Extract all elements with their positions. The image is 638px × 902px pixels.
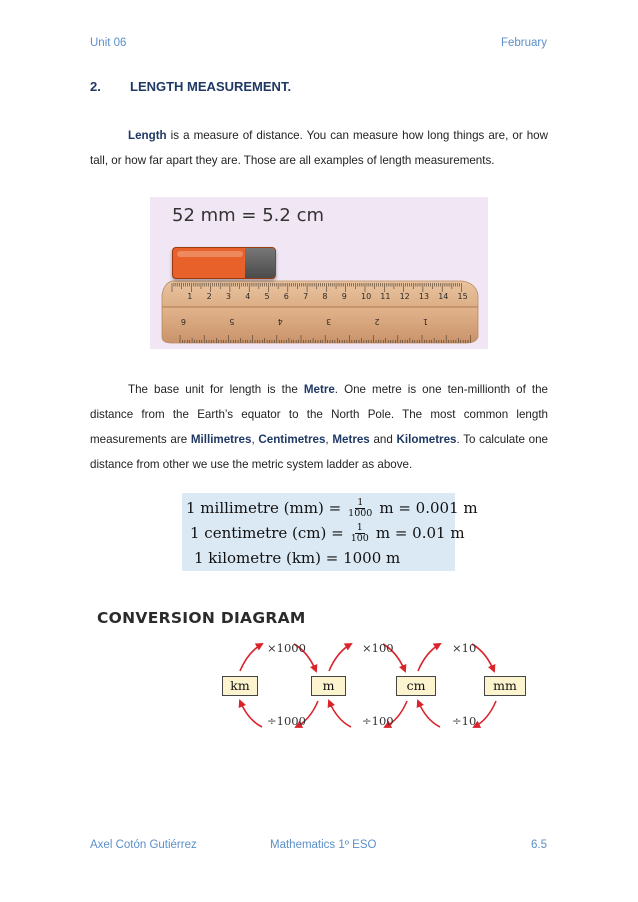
ruler-number-top: 12: [399, 292, 410, 301]
ruler-number-top: 5: [264, 292, 270, 301]
op-divide-10: ÷10: [452, 714, 477, 728]
ruler-number-top: 14: [438, 292, 449, 301]
unit-box-mm: mm: [484, 676, 526, 696]
op-multiply-1000: ×1000: [267, 641, 306, 655]
ruler-number-bottom: 4: [277, 317, 283, 326]
eraser-sleeve: [245, 248, 275, 278]
ruler-number-top: 6: [283, 292, 289, 301]
ruler-number-top: 9: [341, 292, 347, 301]
ruler-caption: 52 mm = 5.2 cm: [172, 205, 324, 226]
ruler-number-top: 2: [206, 292, 212, 301]
keyword-kilometres: Kilometres: [396, 433, 457, 446]
ruler-number-top: 15: [457, 292, 468, 301]
keyword-metres: Metres: [332, 433, 370, 446]
ruler-number-top: 10: [361, 292, 372, 301]
ruler-number-top: 3: [225, 292, 231, 301]
fraction-1-100: $\frac{1}{100}$: [350, 521, 369, 544]
ruler-number-bottom: 3: [326, 317, 332, 326]
ruler-image: [150, 197, 488, 349]
footer-course: Mathematics 1º ESO: [270, 839, 377, 851]
footer-page-number: 6.5: [531, 839, 547, 851]
unit-box-km: km: [222, 676, 258, 696]
section-heading: [90, 79, 291, 94]
ruler-number-top: 13: [418, 292, 430, 301]
footer-author: Axel Cotón Gutiérrez: [90, 839, 197, 851]
ruler-number-bottom: 6: [180, 317, 186, 326]
arrow-cm-to-m-end: [329, 701, 351, 727]
arrow-mm-to-cm-end: [418, 701, 440, 727]
eraser: [172, 247, 276, 279]
arrow-mm-to-cm: [474, 701, 496, 727]
arrow-m-to-cm: [329, 644, 351, 671]
unit-box-m: m: [311, 676, 346, 696]
section-number: 2.: [90, 79, 101, 94]
arrow-km-to-m: [240, 644, 262, 671]
op-multiply-10: ×10: [452, 641, 477, 655]
conversion-diagram-title: CONVERSION DIAGRAM: [97, 609, 306, 627]
ruler-number-top: 8: [322, 292, 328, 301]
ruler-number-top: 1: [187, 292, 193, 301]
formula-kilometre: 1 kilometre (km) = 1000 m: [194, 549, 401, 567]
unit-box-cm: cm: [396, 676, 436, 696]
keyword-centimetres: Centimetres: [258, 433, 326, 446]
arrow-cm-to-mm: [418, 644, 440, 671]
formula-millimetre: 1 millimetre (mm) = $\frac{1}{1000}$ m = 0.001 m: [186, 496, 478, 519]
fraction-1-1000: $\frac{1}{1000}$: [348, 496, 373, 519]
header-month: February: [500, 37, 547, 49]
ruler-number-top: 4: [245, 292, 251, 301]
keyword-millimetres: Millimetres: [190, 433, 252, 446]
ruler-number-top: 11: [380, 292, 391, 301]
ruler-number-bottom: 5: [229, 317, 235, 326]
header-unit: Unit 06: [90, 37, 127, 49]
section-title: LENGTH MEASUREMENT.: [130, 79, 292, 94]
metre-paragraph: The base unit for length is the Metre. One metre is one ten-millionth of the distance from the Earth’s equator to the North Pole. The most common length measurements are Millimetres, Centimetres, Metres and Kilometres. To calculate one distance from other we use the metric system ladder as above.: [90, 383, 549, 471]
para1-text: is a measure of distance. You can measure how long things are, or how tall, or how far apart they are. Those are all examples of length measurements.: [90, 129, 548, 167]
ruler-number-top: 7: [303, 292, 309, 301]
op-divide-1000: ÷1000: [267, 714, 306, 728]
ruler-bottom-face: [162, 307, 478, 343]
op-multiply-100: ×100: [362, 641, 394, 655]
keyword-length: Length: [128, 129, 167, 142]
unit-formulas-box: [182, 493, 478, 571]
keyword-metre: Metre: [303, 383, 335, 396]
ruler-number-bottom: 1: [422, 317, 428, 326]
op-divide-100: ÷100: [362, 714, 394, 728]
formula-centimetre: 1 centimetre (cm) = $\frac{1}{100}$ m = 0.01 m: [190, 521, 465, 544]
length-definition-paragraph: [90, 123, 548, 173]
arrow-m-to-km-end: [240, 701, 262, 727]
ruler-number-bottom: 2: [374, 317, 380, 326]
